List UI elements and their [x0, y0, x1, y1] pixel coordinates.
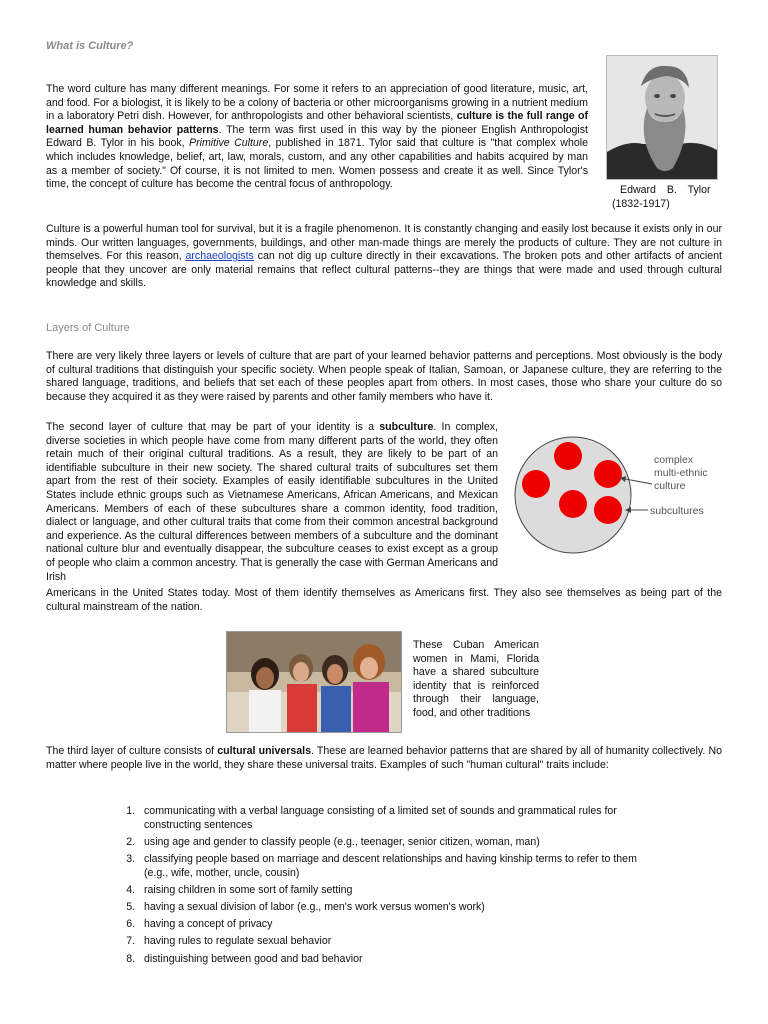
list-item: 8. distinguishing between good and bad behavior	[138, 953, 656, 967]
complex-label-line-3: culture	[654, 480, 686, 492]
subcultures-label: subcultures	[650, 505, 704, 517]
subculture-paragraph	[46, 421, 498, 584]
culture-definition: culture is the full range of learned human behavior patterns	[46, 110, 589, 136]
subculture-dot-5	[594, 496, 622, 524]
survival-text-1: Culture is a powerful human tool for survival, but it is a fragile phenomenon. It is constantly changing and easily lost because it exists only in our minds. Our written languages, governments, buildings, and other man-made things are merely the products of culture. They are not culture in themselves. For this reason,	[46, 223, 722, 263]
page-title: What is Culture?	[46, 40, 134, 52]
list-item: 6. having a concept of privacy	[138, 918, 656, 932]
list-item: 4. raising children in some sort of family setting	[138, 884, 656, 898]
book-title: Primitive Culture	[189, 137, 269, 150]
intro-text-3: , published in 1871. Tylor said that culture is "that complex whole which includes knowledge, belief, art, law, morals, custom, and any other capabilities and habits acquired by man as a member of society." Of course, it is not limited to men. Women possess and create it as well. Since Tylor's time, the concept of culture has become the central focus of anthropology.	[46, 137, 588, 191]
portrait-caption-years: (1832-1917)	[612, 197, 670, 210]
layers-paragraph: There are very likely three layers or levels of culture that are part of your learned behavior patterns and perceptions. Most obviously is the body of cultural traditions that distinguish your specific society. When people speak of Italian, Samoan, or Japanese culture, they are referring to the shared language, traditions, and beliefs that set each of these peoples apart from others. In most cases, those who share your culture do so because they acquired it as they were raised by parents and other family members who have it.	[46, 350, 722, 403]
universals-text-2: . These are learned behavior patterns that are shared by all of humanity collectively. No matter where people live in the world, they share these universal traits. Examples of such "human cultural" traits include:	[46, 745, 723, 771]
universals-list	[116, 805, 656, 966]
list-item: 2. using age and gender to classify people (e.g., teenager, senior citizen, woman, man)	[138, 836, 656, 850]
survival-paragraph	[46, 223, 722, 291]
subculture-text-2: . In complex, diverse societies in which people have come from many different parts of the world, they often retain much of their original cultural traditions. As a result, they are likely to be part of an identifiable subculture in their new society. The shared cultural traits of subcultures set them apart from the rest of their society. Examples of easily identifiable subcultures in the United States include ethnic groups such as Vietnamese Americans, African Americans, and Mexican Americans. Members of each of these subcultures share a common identity, food tradition, dialect or language, and other cultural traits that come from their common ancestral background and experience. As the cultural differences between members of a subculture and the dominant national culture blur and eventually disappear, the subculture ceases to exist except as a group of people who claim a common ancestry. That is generally the case with German Americans and Irish	[46, 421, 498, 583]
universals-paragraph	[46, 745, 722, 772]
list-item: 5. having a sexual division of labor (e.g., men's work versus women's work)	[138, 901, 656, 915]
layers-heading: Layers of Culture	[46, 322, 130, 334]
universals-list-container	[116, 805, 656, 970]
list-item: 1. communicating with a verbal language consisting of a limited set of sounds and grammatical rules for constructing sentences	[138, 805, 656, 832]
survival-text-2: can not dig up culture directly in their excavations. The broken pots and other artifacts of ancient people that they uncover are only material remains that reflect cultural patterns--they are things that were made and used through cultural knowledge and skills.	[46, 250, 722, 290]
cuban-american-photo	[226, 631, 402, 733]
portrait-caption	[612, 184, 722, 211]
archaeologists-link[interactable]: archaeologists	[185, 250, 254, 263]
tylor-portrait	[606, 55, 718, 180]
portrait-caption-name: Edward B. Tylor	[620, 184, 711, 196]
complex-label-line-1: complex	[654, 454, 694, 466]
intro-text-1: The word culture has many different meanings. For some it refers to an appreciation of good literature, music, art, and food. For a biologist, it is likely to be a colony of bacteria or other microorganisms growing in a nutrient medium in a laboratory Petri dish. However, for anthropologists and other behavioral scientists,	[46, 83, 588, 123]
list-item: 7. having rules to regulate sexual behavior	[138, 935, 656, 949]
photo-image	[227, 632, 401, 732]
subculture-dot-1	[554, 442, 582, 470]
subculture-dot-4	[559, 490, 587, 518]
subculture-dot-3	[522, 470, 550, 498]
photo-caption: These Cuban American women in Mami, Florida have a shared subculture identity that is reinforced through their language, food, and other traditions	[413, 639, 539, 719]
universals-text-1: The third layer of culture consists of	[46, 745, 218, 757]
subculture-dot-2	[594, 460, 622, 488]
portrait-image	[607, 56, 717, 179]
subculture-diagram	[508, 432, 728, 562]
intro-text-2: . The term was first used in this way by the pioneer English Anthropologist Edward B. Tylor in his book,	[46, 123, 588, 150]
subculture-text-1: The second layer of culture that may be part of your identity is a	[46, 421, 380, 433]
complex-label-line-2: multi-ethnic	[654, 467, 708, 479]
subculture-term: subculture	[379, 421, 434, 433]
intro-paragraph	[46, 83, 588, 192]
list-item: 3. classifying people based on marriage and descent relationships and having kinship terms to refer to them (e.g., wife, mother, uncle, cousin)	[138, 853, 656, 880]
universals-term: cultural universals	[217, 745, 312, 757]
subculture-paragraph-end: Americans in the United States today. Most of them identify themselves as Americans first. They also see themselves as being part of the cultural mainstream of the nation.	[46, 587, 722, 613]
